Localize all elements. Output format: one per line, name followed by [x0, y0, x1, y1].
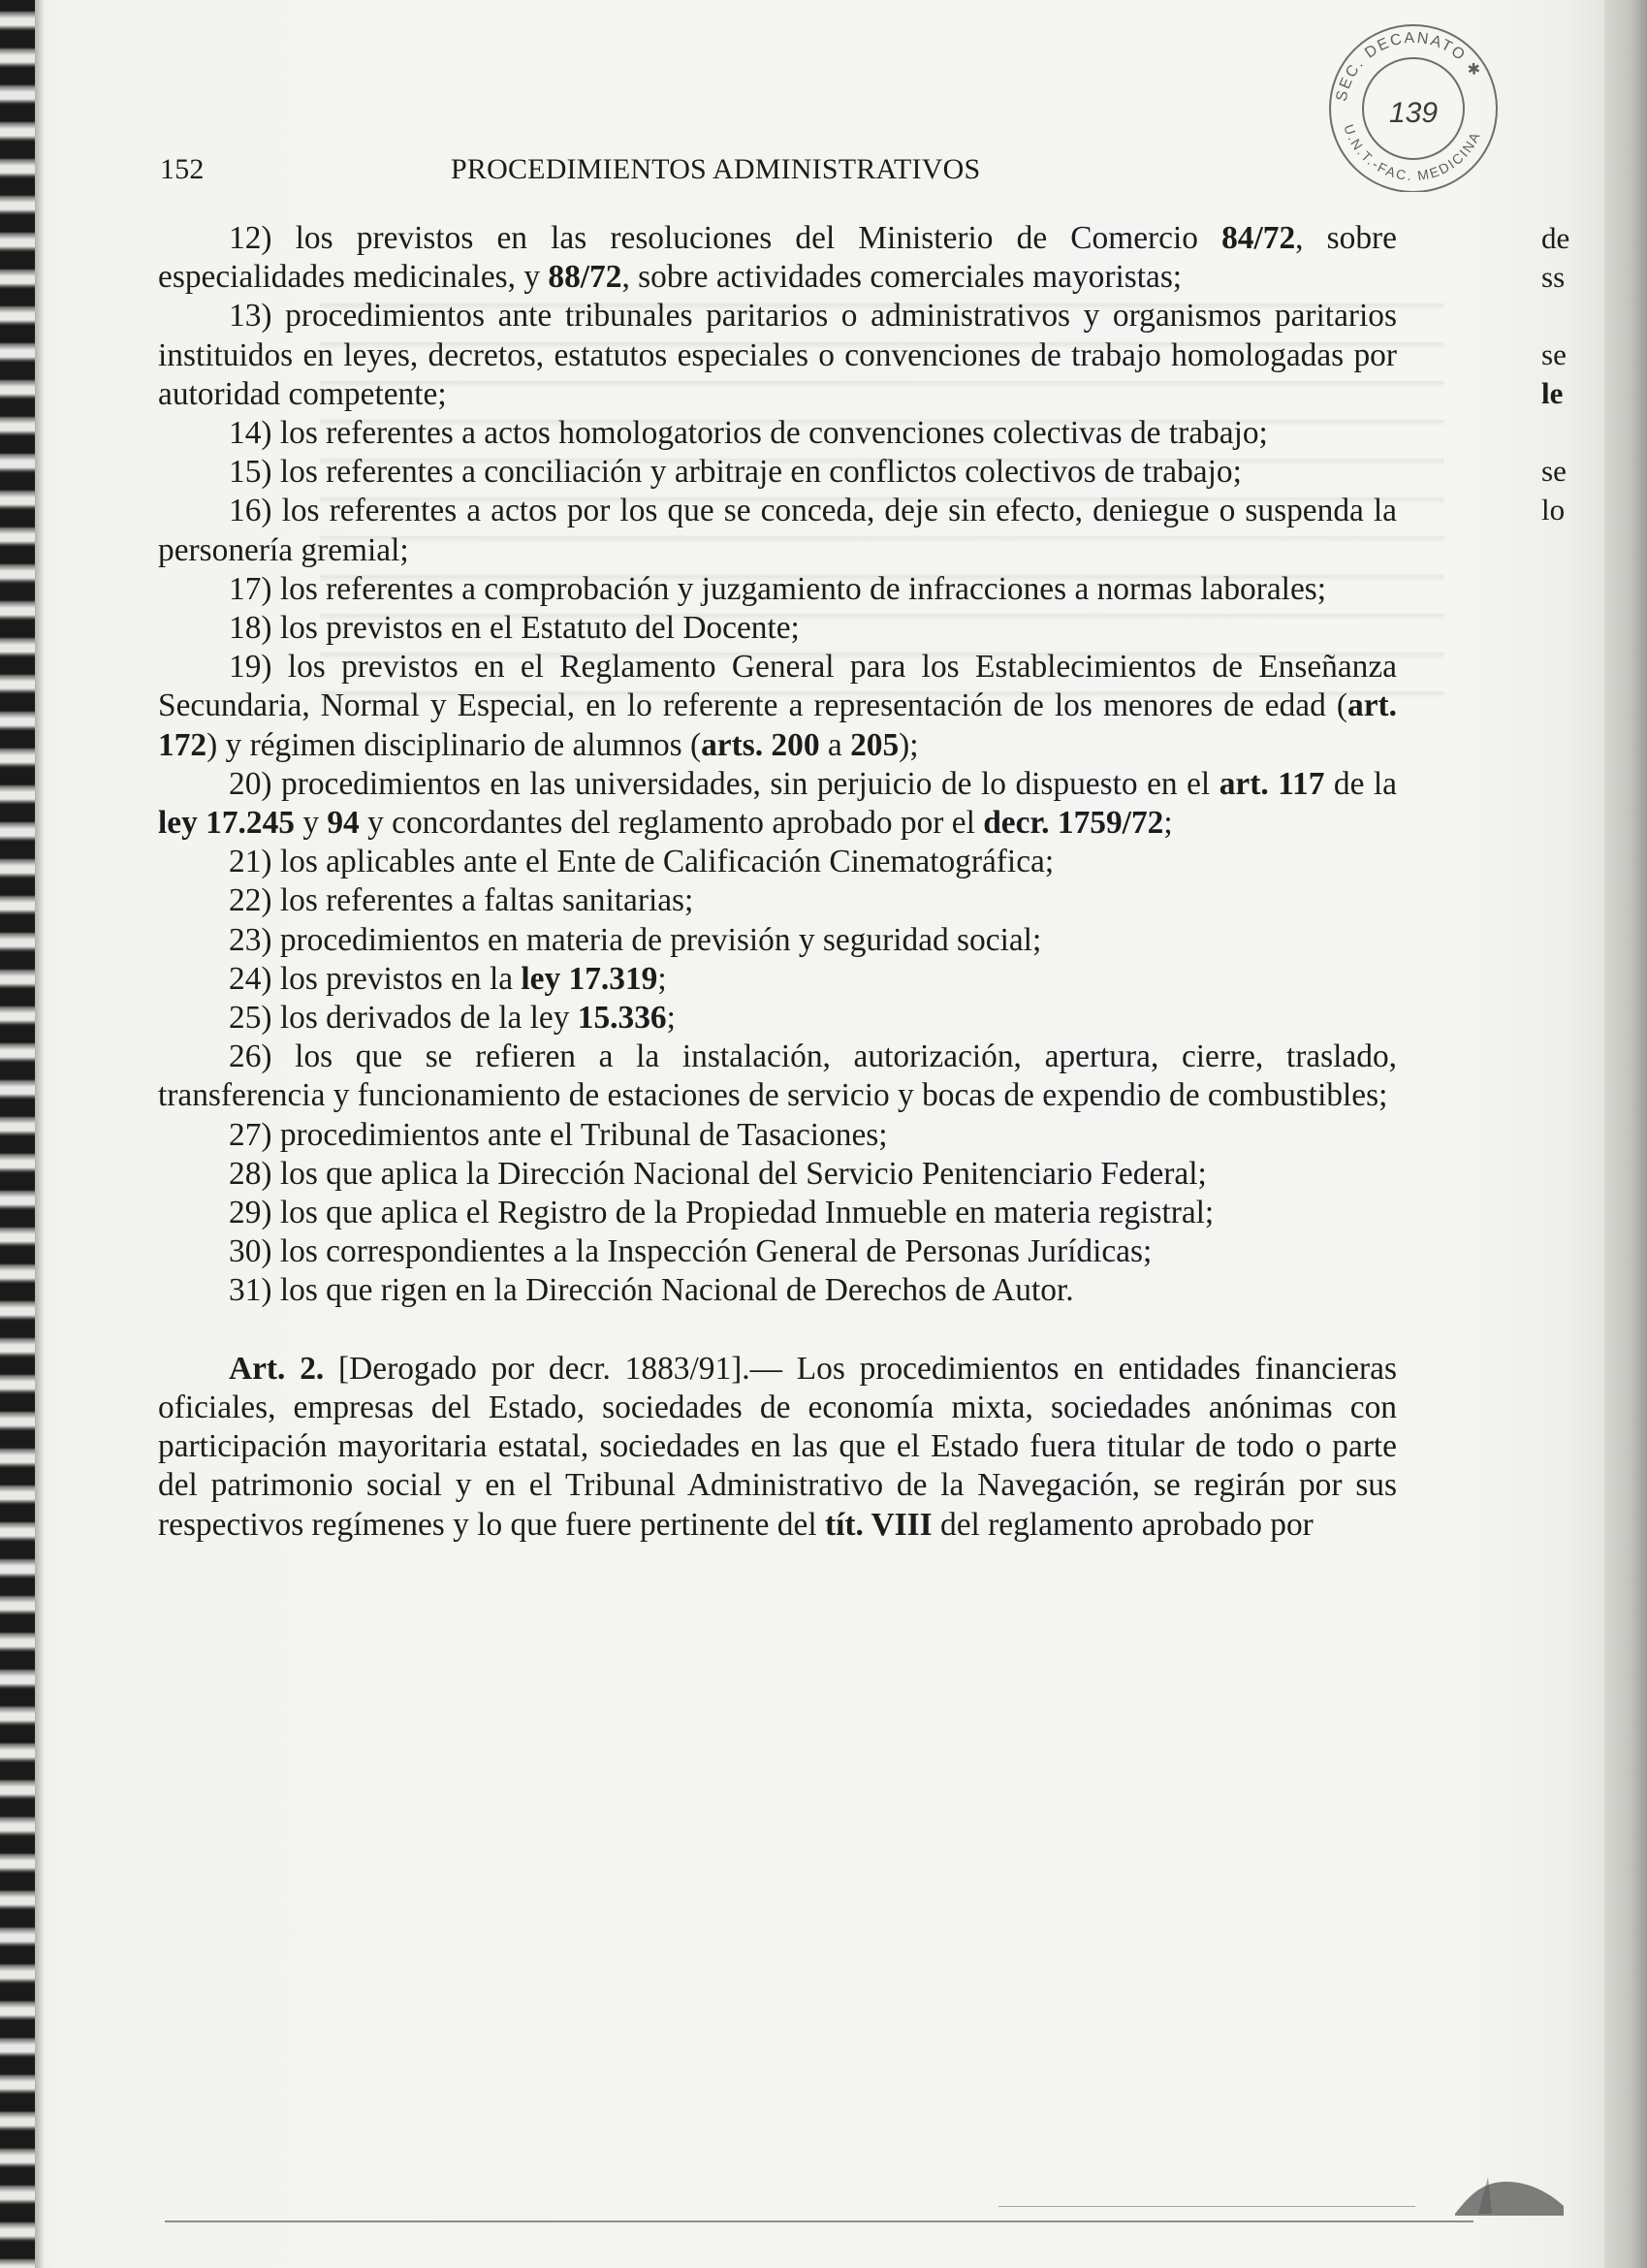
text-run: ;: [666, 1000, 676, 1037]
list-item: [158, 414, 1397, 453]
bold-reference: arts. 200: [701, 726, 820, 763]
list-item: [158, 609, 1397, 648]
list-item: [158, 570, 1397, 609]
spiral-binding: [0, 0, 35, 2268]
margin-notes: [1541, 219, 1599, 529]
text-run: 29) los que aplica el Registro de la Propiedad Inmueble en materia registral;: [229, 1195, 1215, 1231]
text-run: 14) los referentes a actos homologatorios de convenciones colectivas de trabajo;: [229, 415, 1268, 452]
svg-text:U.N.T.-FAC. MEDICINA: U.N.T.-FAC. MEDICINA: [1341, 122, 1484, 184]
text-run: y: [294, 805, 328, 842]
list-item: [158, 1232, 1397, 1271]
list-item: [158, 999, 1397, 1038]
list-item: [158, 1155, 1397, 1194]
text-run: 17) los referentes a comprobación y juzgamiento de infracciones a normas laborales;: [229, 570, 1327, 607]
margin-note: lo: [1541, 493, 1566, 527]
footer-rule-faint: [998, 2206, 1415, 2207]
running-title: PROCEDIMIENTOS ADMINISTRATIVOS: [451, 153, 981, 185]
margin-note: de: [1541, 221, 1570, 255]
text-run: 30) los correspondientes a la Inspección General de Personas Jurídicas;: [229, 1233, 1153, 1270]
list-item: [158, 843, 1397, 881]
text-run: 22) los referentes a faltas sanitarias;: [229, 882, 694, 919]
list-item: [158, 765, 1397, 843]
text-run: 12) los previstos en las resoluciones del Ministerio de Comercio: [229, 220, 1222, 256]
text-run: 19) los previstos en el Reglamento General para los Establecimientos de Enseñanza Secundaria, Normal y Especial, en lo referente a representación de los menores de edad (: [158, 649, 1397, 724]
text-run: 20) procedimientos en las universidades, sin perjuicio de lo dispuesto en el: [229, 765, 1219, 802]
bold-reference: 88/72: [548, 259, 622, 296]
text-run: ) y régimen disciplinario de alumnos (: [206, 726, 702, 763]
bold-reference: tít. VIII: [824, 1506, 933, 1543]
bold-reference: decr. 1759/72: [983, 805, 1164, 842]
bold-reference: ley 17.319: [521, 960, 658, 997]
text-run: 27) procedimientos ante el Tribunal de Tasaciones;: [229, 1116, 888, 1153]
text-run: 31) los que rigen en la Dirección Nacional de Derechos de Autor.: [229, 1272, 1074, 1309]
body-text: [158, 219, 1397, 1545]
list-item: [158, 960, 1397, 999]
text-run: 23) procedimientos en materia de previsión y seguridad social;: [229, 921, 1042, 958]
margin-note: le: [1541, 376, 1564, 410]
list-item: [158, 1271, 1397, 1310]
text-run: 16) los referentes a actos por los que se conceda, deje sin efecto, deniegue o suspenda la personería gremial;: [158, 493, 1397, 568]
decanato-stamp: [1318, 14, 1508, 192]
list-item: [158, 1194, 1397, 1232]
bold-reference: art. 117: [1219, 765, 1325, 802]
text-run: ;: [657, 960, 667, 997]
text-run: , sobre actividades comerciales mayoristas;: [621, 259, 1183, 296]
list-item: [158, 492, 1397, 569]
text-run: del reglamento aprobado por: [932, 1506, 1314, 1543]
list-item: [158, 453, 1397, 492]
text-run: 21) los aplicables ante el Ente de Calificación Cinematográfica;: [229, 844, 1055, 880]
text-run: 15) los referentes a conciliación y arbitraje en conflictos colectivos de trabajo;: [229, 454, 1242, 491]
corner-smudge: [1449, 2157, 1566, 2216]
text-run: 28) los que aplica la Dirección Nacional del Servicio Penitenciario Federal;: [229, 1155, 1207, 1192]
page-edge: [1604, 0, 1647, 2268]
footer-rule: [165, 2220, 1473, 2222]
article-paragraph: [158, 1350, 1397, 1545]
list-item: [158, 219, 1397, 297]
list-item: [158, 1116, 1397, 1155]
text-run: [Derogado por decr. 1883/91].— Los procedimientos en entidades financieras oficiales, empresas del Estado, sociedades de economía mixta, sociedades anónimas con participación mayoritaria estatal, sociedades en las que el Estado fuera titular de todo o parte del patrimonio social y en el Tribunal Administrativo de la Navegación, se regirán por sus respectivos regímenes y lo que fuere pertinente del: [158, 1350, 1397, 1543]
bold-reference: ley 17.245: [158, 805, 295, 842]
text-run: a: [819, 726, 851, 763]
page-header: [160, 153, 1410, 192]
margin-note: se: [1541, 454, 1567, 488]
stamp-folio: 139: [1388, 97, 1439, 129]
bold-reference: 15.336: [577, 1000, 667, 1037]
list-item: [158, 648, 1397, 765]
list-item: [158, 297, 1397, 414]
svg-text:SEC. DECANATO ✱: SEC. DECANATO ✱: [1333, 29, 1485, 104]
text-run: , sobre especialidades medicinales, y: [158, 220, 1397, 296]
list-item: [158, 1038, 1397, 1115]
bold-reference: 84/72: [1221, 220, 1296, 256]
text-run: de la: [1324, 765, 1397, 802]
bold-reference: 94: [327, 805, 360, 842]
list-item: [158, 881, 1397, 920]
margin-note: se: [1541, 337, 1567, 371]
text-run: 25) los derivados de la ley: [229, 1000, 578, 1037]
margin-note: ss: [1541, 260, 1566, 294]
bold-reference: Art. 2.: [229, 1350, 325, 1387]
text-run: ;: [1163, 805, 1173, 842]
text-run: 18) los previstos en el Estatuto del Docente;: [229, 610, 800, 647]
bold-reference: art. 172: [158, 687, 1397, 763]
page-number: 152: [160, 153, 205, 185]
text-run: );: [899, 726, 919, 763]
text-run: 13) procedimientos ante tribunales paritarios o administrativos y organismos paritarios instituidos en leyes, decretos, estatutos especiales o convenciones de trabajo homologadas por autoridad competente;: [158, 298, 1397, 412]
bold-reference: 205: [850, 726, 900, 763]
text-run: 24) los previstos en la: [229, 960, 522, 997]
text-run: y concordantes del reglamento aprobado por el: [359, 805, 984, 842]
text-run: 26) los que se refieren a la instalación, autorización, apertura, cierre, traslado, transferencia y funcionamiento de estaciones de servicio y bocas de expendio de combustibles;: [158, 1038, 1397, 1114]
list-item: [158, 921, 1397, 960]
